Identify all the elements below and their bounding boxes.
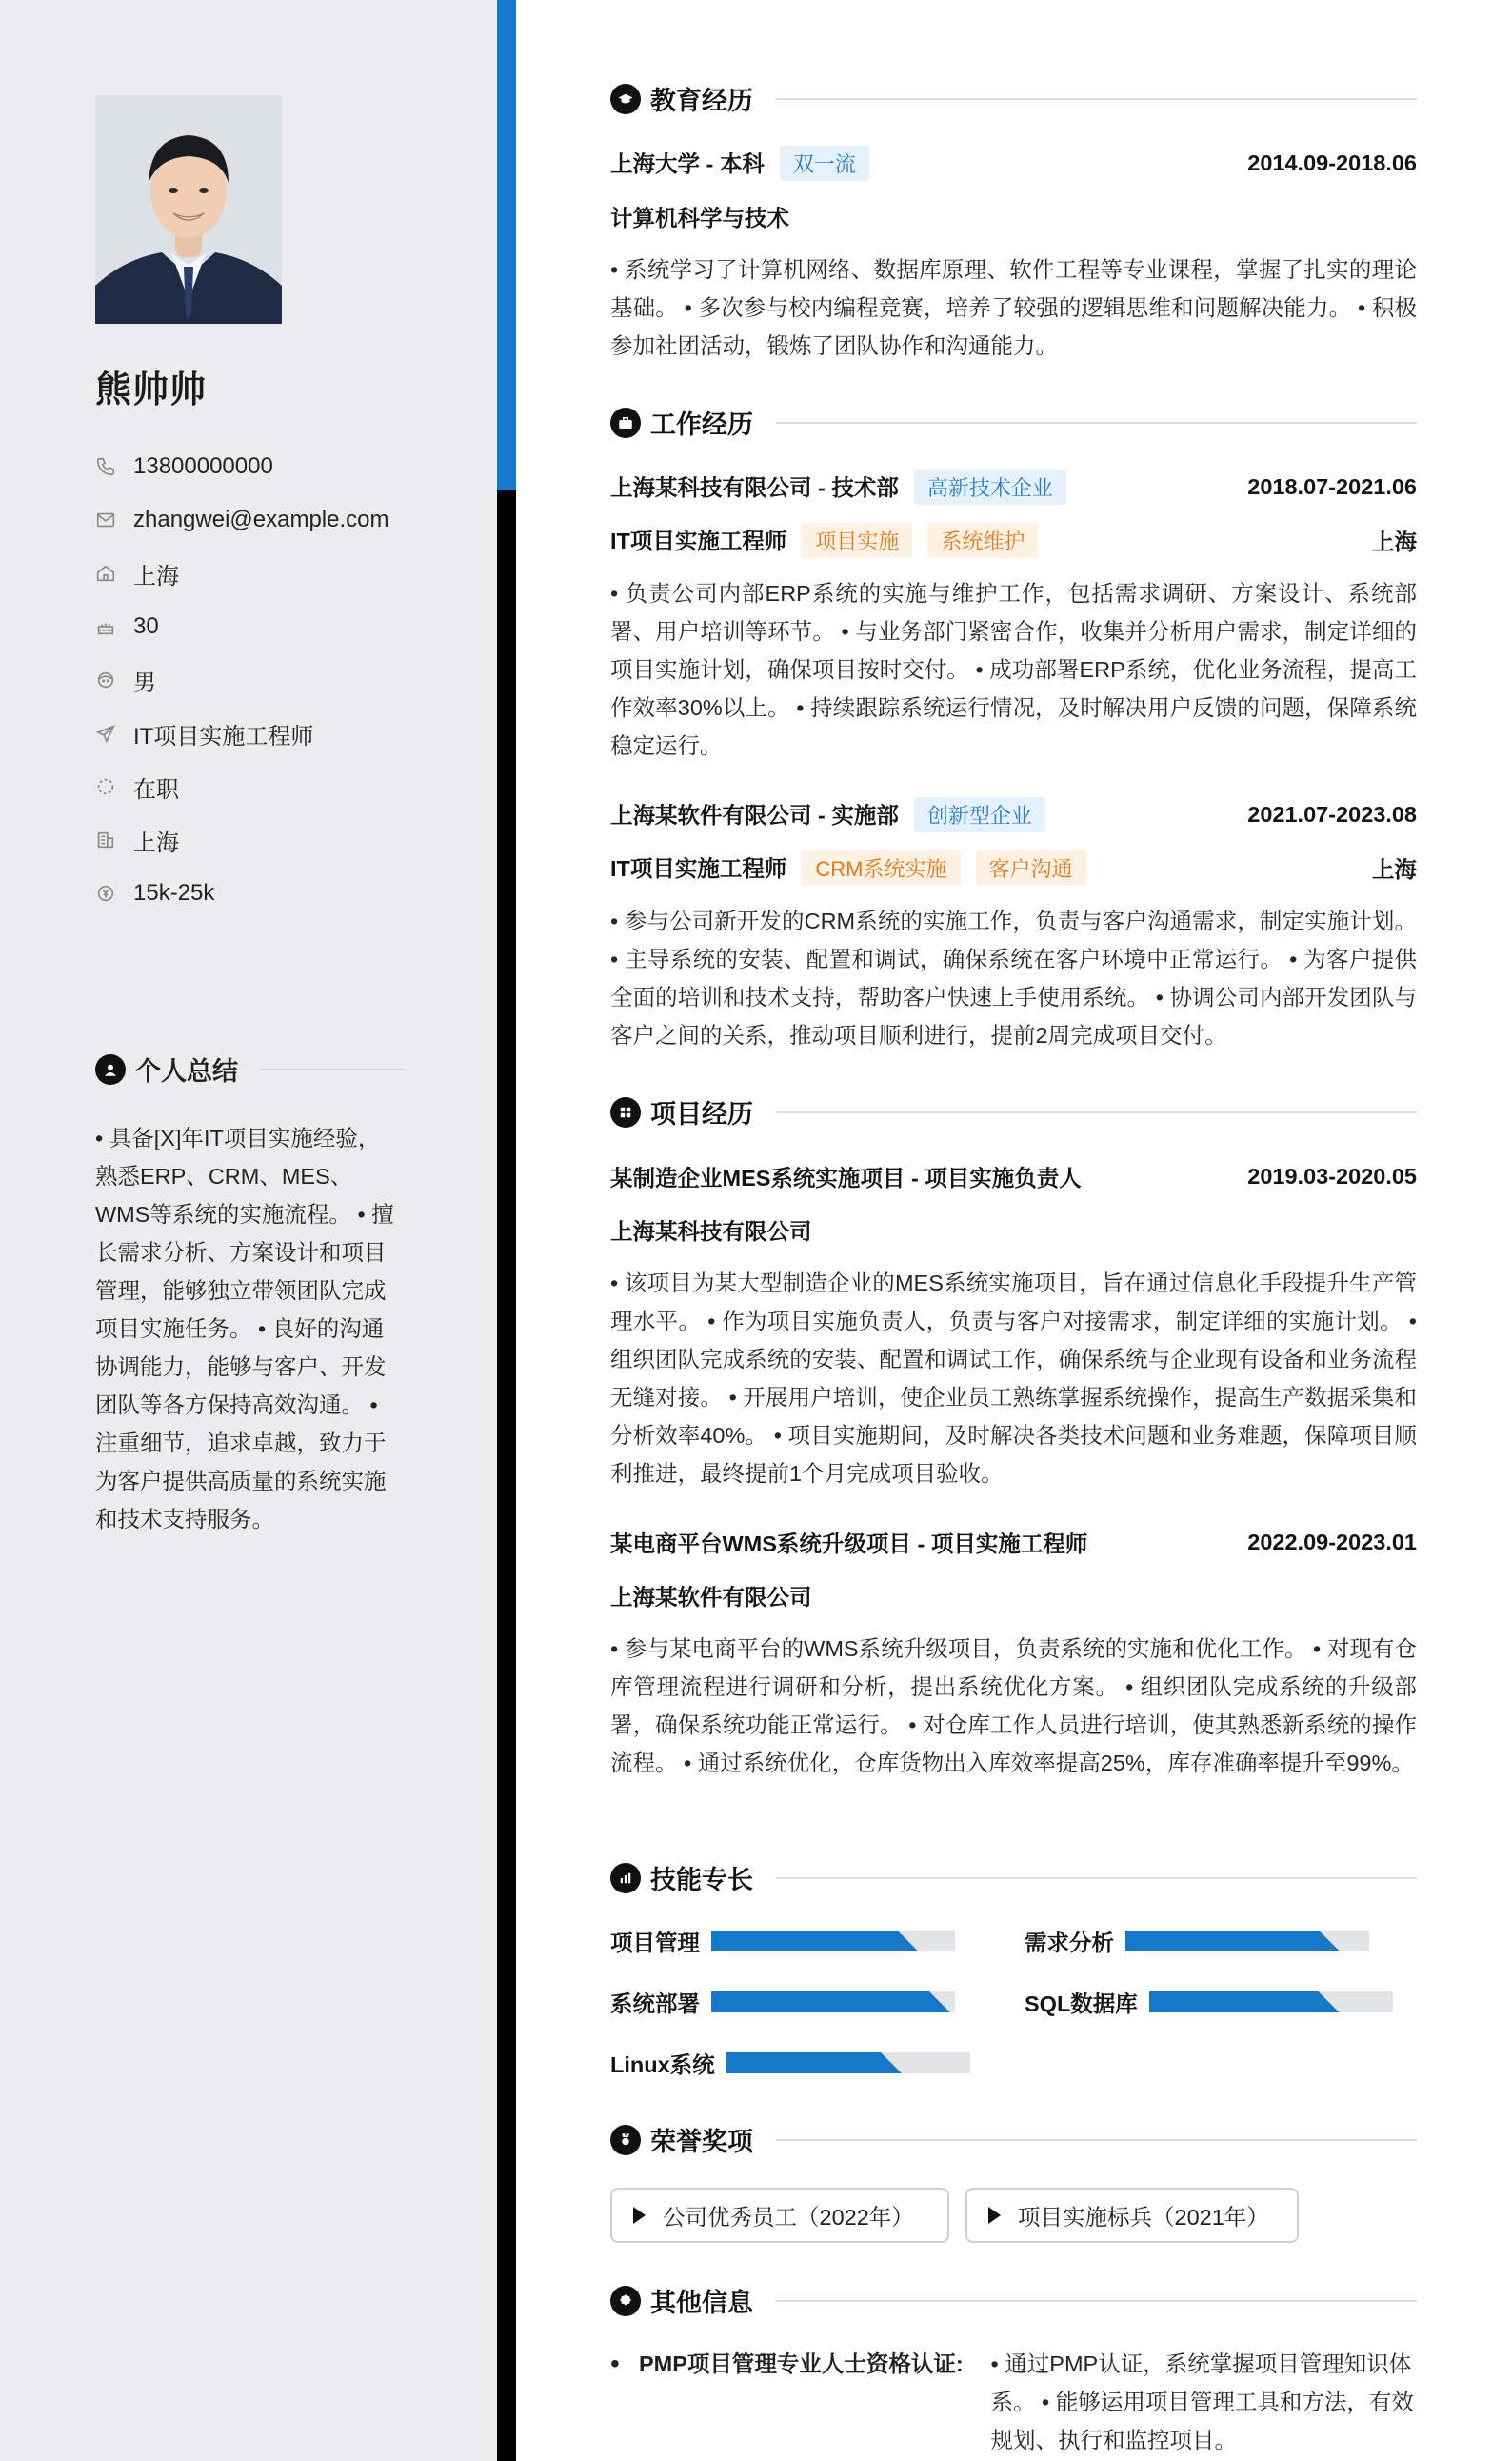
phone-text: 13800000000 [133,453,273,479]
work-1-role-row [610,521,1417,559]
work-1-tag-1: 项目实施 [802,523,912,558]
projects-divider [776,1111,1417,1113]
phone-icon [95,456,133,477]
project-2-desc: • 参与某电商平台的WMS系统升级项目，负责系统的实施和优化工作。 • 对现有仓库管理流程进行调研和分析，提出系统优化方案。 • 组织团队完成系统的升级部署，确保系统功能正常运行。 • 对仓库工作人员进行培训，使其熟悉新系统的操作流程。 • 通过系统优化，仓库货物出入库效率提高25%，库存准确率提升至99%。 [610,1636,1417,1775]
project-1-period: 2019.03-2020.05 [1247,1163,1417,1189]
info-salary [95,867,476,920]
skill-3 [610,1983,955,2021]
briefcase-icon [610,408,641,438]
skill-3-label: 系统部署 [610,1991,700,2016]
graduation-cap-icon [610,84,641,114]
skill-1 [610,1922,955,1960]
award-1-label: 公司优秀员工（2022年） [663,2205,914,2230]
age-text: 30 [133,613,159,639]
education-desc: • 系统学习了计算机网络、数据库原理、软件工程等专业课程，掌握了扎实的理论基础。 • 多次参与校内编程竞赛，培养了较强的逻辑思维和问题解决能力。 • 积极参加社团活动，锻炼了团队协作和沟通能力。 [610,257,1417,358]
skill-5-fill [726,2052,902,2073]
play-icon [633,2207,646,2224]
awards-divider [776,2139,1417,2141]
skill-2 [1025,1922,1369,1960]
award-1 [610,2188,949,2243]
skill-2-label: 需求分析 [1025,1931,1114,1955]
education-row [610,144,1417,182]
skill-1-fill [711,1931,919,1951]
projects-title: 项目经历 [650,1100,753,1129]
email-text: zhangwei@example.com [133,507,389,532]
salary-text: 15k-25k [133,880,215,906]
skills-divider [776,1877,1417,1879]
work-1-company-name: 上海某科技有限公司 - 技术部 [610,474,899,500]
gender-text: 男 [133,670,156,696]
work-2-tag-1: CRM系统实施 [802,850,960,886]
awards-title: 荣誉奖项 [650,2128,753,2156]
info-status [95,760,476,813]
skill-4 [1025,1983,1393,2021]
summary-header [95,1050,405,1088]
work-1-city: 上海 [1372,530,1417,554]
project-1-company-row [610,1210,1417,1249]
work-divider [776,422,1417,424]
face-icon [95,670,133,690]
work-1-role-name: IT项目实施工程师 [610,528,787,553]
work-1-role [610,523,1038,558]
info-age [95,600,476,653]
other-divider [776,2300,1417,2302]
project-2-company: 上海某软件有限公司 [610,1585,812,1610]
work-1-company-tag: 高新技术企业 [914,470,1066,505]
work-2-desc: • 参与公司新开发的CRM系统的实施工作，负责与客户沟通需求，制定实施计划。 • 主导系统的安装、配置和调试，确保系统在客户环境中正常运行。 • 为客户提供全面的培训和技术支持，帮助客户快速上手使用系统。 • 协调公司内部开发团队与客户之间的关系，推动项目顺利进行，提前2周完成项目交付。 [610,909,1417,1048]
info-location [95,547,476,600]
work-2-role [610,850,1086,886]
school-name: 上海大学 - 本科 [610,150,765,176]
other-key: PMP项目管理专业人士资格认证: [638,2351,964,2376]
work-2-period: 2021.07-2023.08 [1247,801,1417,827]
work-2-company-tag: 创新型企业 [914,797,1045,832]
work-2-company [610,797,1045,832]
work-2-tag-2: 客户沟通 [976,850,1086,886]
home-icon [95,563,133,584]
work-title: 工作经历 [650,410,753,439]
other-header [610,2282,1417,2319]
education-divider [776,98,1417,100]
skill-3-fill [711,1991,950,2012]
school-tag: 双一流 [780,146,869,181]
skill-2-fill [1125,1931,1340,1951]
divider-strip-accent [497,0,516,490]
education-major-row [610,197,1417,235]
education-school [610,146,869,181]
location-text: 上海 [133,563,179,590]
send-icon [95,723,133,744]
cake-icon [95,616,133,637]
award-2-label: 项目实施标兵（2021年） [1018,2205,1269,2230]
work-1-company [610,470,1066,505]
work-header [610,404,1417,441]
bar-chart-icon [610,1863,641,1893]
skill-1-label: 项目管理 [610,1931,700,1955]
project-2-name: 某电商平台WMS系统升级项目 - 项目实施工程师 [610,1531,1088,1556]
award-2 [965,2188,1299,2243]
info-position [95,707,476,760]
info-gender [95,653,476,707]
work-2-company-row [610,795,1417,833]
mail-icon [95,510,133,530]
skill-4-bar [1149,1991,1393,2012]
skills-header [610,1859,1417,1896]
candidate-name: 熊帅帅 [95,370,208,410]
info-city [95,813,476,867]
skill-5-bar [726,2052,970,2073]
project-1-name: 某制造企业MES系统实施项目 - 项目实施负责人 [610,1166,1082,1190]
summary-text: • 具备[X]年IT项目实施经验，熟悉ERP、CRM、MES、WMS等系统的实施流程。 • 擅长需求分析、方案设计和项目管理，能够独立带领团队完成项目实施任务。 • 良好的沟通协调能力，能够与客户、开发团队等各方保持高效沟通。 • 注重细节，追求卓越，致力于为客户提供高质量的系统实施和技术支持服务。 [95,1126,394,1531]
work-1-desc: • 负责公司内部ERP系统的实施与维护工作，包括需求调研、方案设计、系统部署、用户培训等环节。 • 与业务部门紧密合作，收集并分析用户需求，制定详细的项目实施计划，确保项目按时交付。 • 成功部署ERP系统，优化业务流程，提高工作效率30%以上。 • 持续跟踪系统运行情况，及时解决用户反馈的问题，保障系统稳定运行。 [610,581,1417,758]
other-value: • 通过PMP认证，系统掌握项目管理知识体系。 • 能够运用项目管理工具和方法，有效规划、执行和监控项目。 [990,2351,1414,2452]
user-icon [95,1054,126,1085]
projects-header [610,1093,1417,1130]
skill-5 [610,2044,970,2082]
project-1-desc: • 该项目为某大型制造企业的MES系统实施项目，旨在通过信息化手段提升生产管理水平。 • 作为项目实施负责人，负责与客户对接需求，制定详细的实施计划。 • 组织团队完成系统的安装、配置和调试工作，确保系统与企业现有设备和业务流程无缝对接。 • 开展用户培训，使企业员工熟练掌握系统操作，提高生产数据采集和分析效率40%。 • 项目实施期间，及时解决各类技术问题和业务难题，保障项目顺利推进，最终提前1个月完成项目验收。 [610,1271,1417,1486]
skills-title: 技能专长 [650,1866,753,1894]
education-major: 计算机科学与技术 [610,206,789,230]
work-2-role-row [610,849,1417,887]
skill-1-bar [711,1931,955,1951]
status-text: 在职 [133,776,179,803]
skill-2-bar [1125,1931,1369,1951]
education-header [610,80,1417,117]
info-email [95,493,476,547]
summary-divider [259,1069,405,1070]
project-2-company-row [610,1576,1417,1614]
skill-4-label: SQL数据库 [1025,1991,1138,2016]
project-2-row [610,1523,1417,1561]
certificate-icon [610,2286,641,2316]
money-icon [95,883,133,904]
summary-title: 个人总结 [135,1057,238,1086]
skill-4-fill [1149,1991,1340,2012]
work-1-period: 2018.07-2021.06 [1247,473,1417,499]
work-1-company-row [610,468,1417,506]
building-icon [95,830,133,850]
avatar [95,95,282,324]
info-phone [95,440,476,493]
project-2-period: 2022.09-2023.01 [1247,1529,1417,1554]
education-title: 教育经历 [650,87,753,115]
contact-info [95,440,476,920]
city-text: 上海 [133,830,179,856]
work-2-company-name: 上海某软件有限公司 - 实施部 [610,802,899,828]
work-2-role-name: IT项目实施工程师 [610,855,787,881]
project-1-company: 上海某科技有限公司 [610,1219,812,1244]
awards-header [610,2121,1417,2158]
play-icon [988,2207,1001,2224]
work-1-tag-2: 系统维护 [927,523,1038,558]
other-title: 其他信息 [650,2289,753,2317]
grid-icon [610,1097,641,1128]
loading-icon [95,776,133,797]
bullet-icon: • [610,2349,620,2378]
medal-icon [610,2125,641,2155]
project-1-row [610,1157,1417,1195]
work-2-city: 上海 [1372,857,1417,882]
position-text: IT项目实施工程师 [133,723,314,750]
skill-5-label: Linux系统 [610,2052,715,2077]
other-item [610,2345,1417,2459]
skill-3-bar [711,1991,955,2012]
education-period: 2014.09-2018.06 [1247,150,1417,175]
